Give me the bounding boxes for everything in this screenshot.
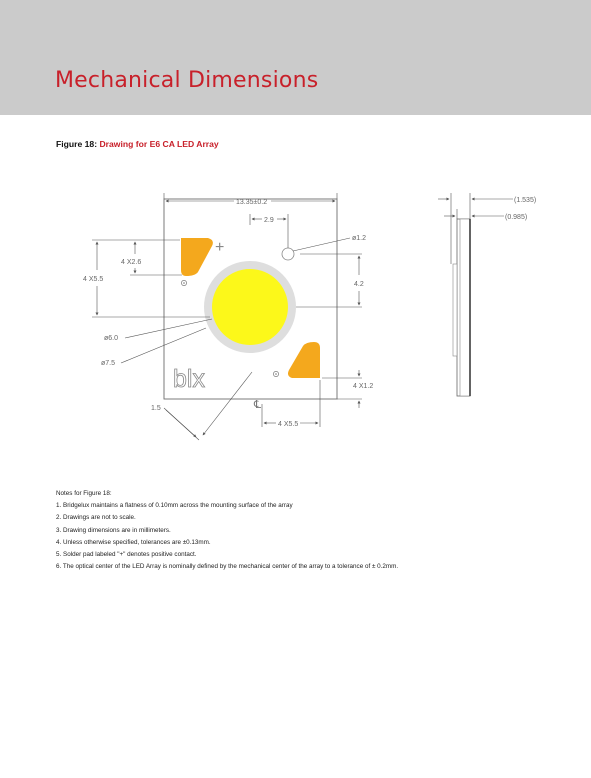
figure-label: Figure 18: xyxy=(56,139,98,149)
note-item: 4. Unless otherwise specified, tolerances are ±0.13mm. xyxy=(56,538,211,546)
dim-4x1-2: 4 X1.2 xyxy=(353,383,374,390)
note-item: 6. The optical center of the LED Array is nominally defined by the mechanical center of the array to a tolerance of ± 0.2mm. xyxy=(56,563,399,571)
figure-caption xyxy=(56,139,219,149)
dim-width: 13.35±0.2 xyxy=(236,199,268,206)
dim-4x5-5-left: 4 X5.5 xyxy=(83,276,104,283)
note-item: 3. Drawing dimensions are in millimeters. xyxy=(56,526,171,534)
note-item: 2. Drawings are not to scale. xyxy=(56,514,136,522)
plus-sign: + xyxy=(215,239,225,256)
notes-heading: Notes for Figure 18: xyxy=(56,490,112,497)
header-band xyxy=(0,0,591,115)
figure-notes xyxy=(56,488,398,573)
dim-les-inner: ø6.0 xyxy=(104,335,119,342)
dim-4x5-5-bottom: 4 X5.5 xyxy=(278,421,299,428)
dim-1-5: 1.5 xyxy=(151,405,161,412)
les-emitting-area xyxy=(212,269,288,345)
centerline-symbol: ℄ xyxy=(254,399,262,411)
note-item: 1. Bridgelux maintains a flatness of 0.10mm across the mounting surface of the array xyxy=(56,502,293,510)
mechanical-drawing xyxy=(0,170,591,460)
dim-4x2-6: 4 X2.6 xyxy=(121,259,142,266)
dim-4-2: 4.2 xyxy=(354,281,364,288)
page-title: Mechanical Dimensions xyxy=(55,68,319,93)
dim-side-top: (1.535) xyxy=(514,197,537,204)
side-view xyxy=(438,193,536,396)
dim-hole: ø1.2 xyxy=(352,235,367,242)
dim-side-second: (0.985) xyxy=(505,214,528,221)
blx-logo: blx xyxy=(173,365,205,393)
figure-title: Drawing for E6 CA LED Array xyxy=(99,139,219,149)
dim-les-outer: ø7.5 xyxy=(101,360,116,367)
dim-pad-offset: 2.9 xyxy=(264,217,274,224)
note-item: 5. Solder pad labeled "+" denotes positive contact. xyxy=(56,551,197,559)
